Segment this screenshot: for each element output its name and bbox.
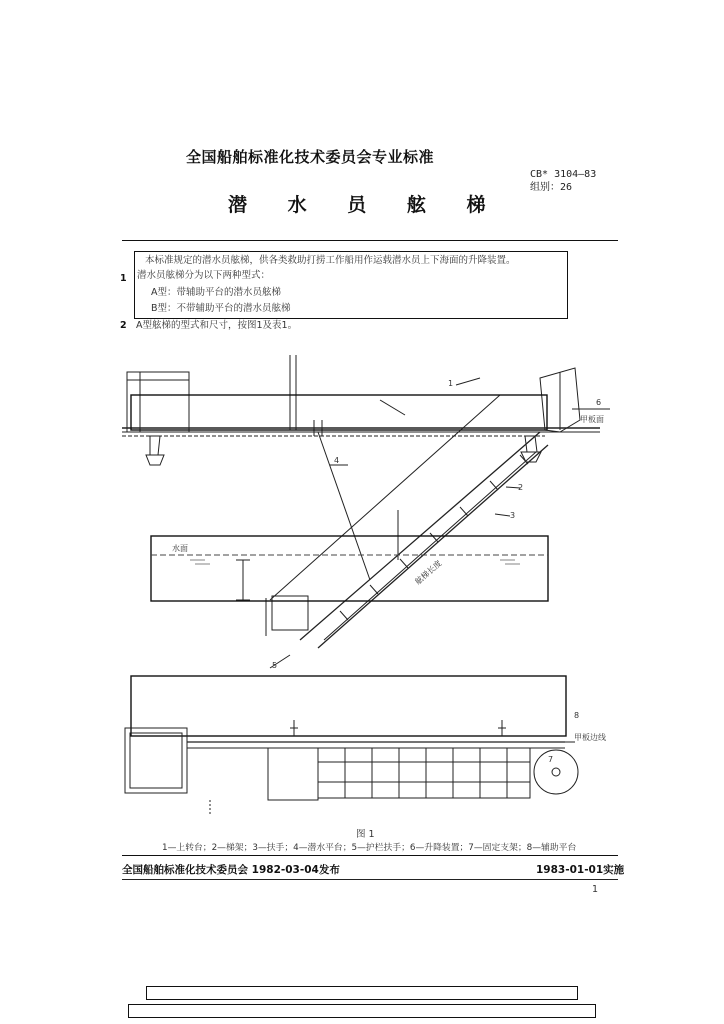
effective-date: 1983-01-01实施 — [536, 864, 625, 876]
issuing-organization: 全国船舶标准化技术委员会专业标准 — [186, 148, 435, 166]
water-section-box — [151, 536, 548, 601]
ladder-frame-plan — [318, 748, 530, 798]
plan-view-box — [131, 676, 566, 736]
ladder-stringer-lower — [318, 445, 548, 648]
clause-1-line-1: 本标准规定的潜水员舷梯，供各类救助打捞工作船用作运载潜水员上下海面的升降装置。 — [145, 255, 516, 266]
bottom-box-upper — [146, 986, 578, 1000]
clause-2-text: A型舷梯的型式和尺寸，按图1及表1。 — [136, 320, 298, 331]
callout-4: 4 — [334, 456, 340, 465]
deck-edge-label: 甲板边线 — [574, 733, 606, 742]
classification-group: 组别：26 — [530, 182, 573, 193]
callout-6: 6 — [596, 398, 602, 407]
winch-drum — [534, 750, 578, 794]
callout-8: 8 — [574, 711, 580, 720]
clause-1-type-a: A型：带辅助平台的潜水员舷梯 — [151, 287, 281, 298]
callout-7: 7 — [548, 755, 554, 764]
upper-turntable-plan — [125, 728, 187, 793]
document-title: 潜 水 员 舷 梯 — [228, 194, 503, 216]
upper-turntable-frame — [127, 372, 189, 432]
standard-code: CB* 3104—83 — [530, 169, 597, 180]
clause-1-type-b: B型：不带辅助平台的潜水员舷梯 — [151, 303, 291, 314]
issuer-date: 全国船舶标准化技术委员会 1982-03-04发布 — [122, 864, 340, 876]
clause-1-number: 1 — [120, 273, 127, 284]
callout-5: 5 — [272, 661, 278, 670]
deck-surface-label: 甲板面 — [580, 415, 604, 424]
ladder-length-label: 舷梯长度 — [413, 558, 444, 587]
figure-caption: 1—上转台；2—梯架；3—扶手；4—潜水平台；5—护栏扶手；6—升降装置；7—固定支架；8—辅助平台 — [162, 843, 577, 853]
deck-section-box — [131, 395, 547, 430]
water-surface-label: 水面 — [172, 544, 188, 553]
clause-2-number: 2 — [120, 320, 127, 331]
footer-rule-top — [122, 855, 618, 856]
clause-1-line-2: 潜水员舷梯分为以下两种型式： — [137, 270, 271, 281]
footer-rule-bottom — [122, 879, 618, 880]
callout-2: 2 — [518, 483, 524, 492]
page-number: 1 — [592, 884, 599, 895]
callout-3: 3 — [510, 511, 516, 520]
bottom-box-lower — [128, 1004, 596, 1018]
figure-label: 图 1 — [356, 829, 375, 840]
handrail — [270, 395, 500, 600]
callout-1: 1 — [448, 379, 454, 388]
auxiliary-platform-plan — [268, 748, 318, 800]
